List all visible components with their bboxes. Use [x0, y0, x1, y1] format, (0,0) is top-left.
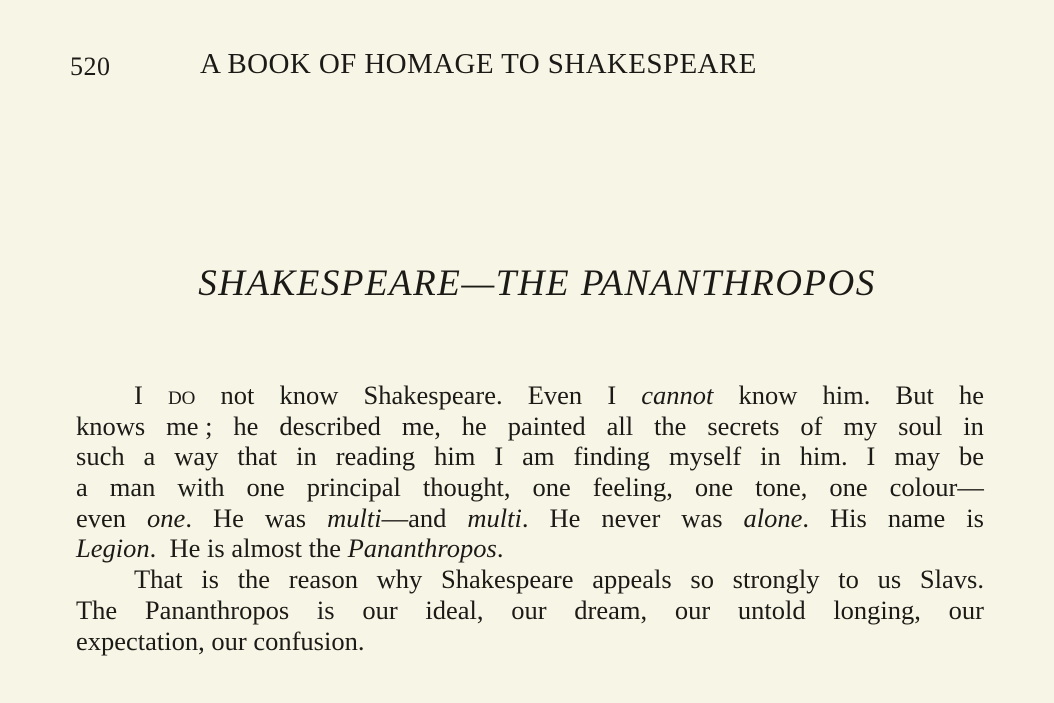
word — [867, 441, 876, 472]
text-segment: one — [532, 472, 571, 503]
word — [522, 441, 554, 472]
word — [237, 441, 277, 472]
text-segment: be — [958, 441, 984, 472]
word — [145, 595, 289, 626]
word — [76, 595, 117, 626]
word — [246, 472, 284, 503]
text-segment: one — [829, 472, 868, 503]
text-segment: knows — [76, 410, 146, 441]
text-segment: is — [201, 564, 219, 595]
text-segment: reading — [335, 441, 416, 472]
word — [336, 441, 415, 472]
small-caps-text: DO — [167, 388, 196, 409]
word — [800, 411, 822, 442]
word — [894, 441, 940, 472]
text-segment: soul — [898, 410, 943, 441]
word — [221, 380, 255, 411]
italic-text: one — [147, 502, 186, 533]
word — [890, 472, 984, 503]
text-segment: His — [830, 502, 867, 533]
running-head: A BOOK OF HOMAGE TO SHAKESPEARE — [200, 48, 757, 80]
word — [607, 380, 616, 411]
text-segment: one — [246, 472, 285, 503]
text-segment: may — [894, 441, 940, 472]
word — [800, 441, 848, 472]
word — [201, 564, 219, 595]
text-segment: was — [264, 502, 307, 533]
word — [738, 595, 806, 626]
word — [134, 380, 143, 411]
page-number: 520 — [70, 52, 111, 81]
text-segment: appeals — [592, 564, 672, 595]
word — [755, 472, 807, 503]
italic-text: alone — [743, 502, 803, 533]
word — [833, 595, 921, 626]
text-segment: untold — [737, 594, 806, 625]
word — [174, 441, 218, 472]
text-segment: Shakespeare. — [363, 380, 503, 410]
word — [362, 595, 397, 626]
word — [76, 411, 145, 442]
text-segment: ideal, — [425, 594, 484, 625]
text-segment: He — [212, 502, 244, 533]
word — [888, 503, 945, 534]
word — [963, 411, 984, 442]
text-segment: I — [866, 441, 876, 472]
text-segment: I — [494, 441, 504, 472]
chapter-title: SHAKESPEARE—THE PANANTHROPOS — [198, 263, 876, 304]
word — [147, 503, 192, 534]
word — [550, 503, 581, 534]
word — [896, 380, 934, 411]
word — [966, 503, 984, 534]
word — [110, 472, 156, 503]
word — [76, 441, 125, 472]
text-segment: longing, — [833, 594, 921, 625]
text-segment: am — [522, 441, 555, 472]
text-segment: man — [109, 472, 156, 503]
italic-text: multi — [327, 502, 382, 533]
word — [238, 564, 270, 595]
italic-text: Pananthropos — [347, 533, 497, 564]
word — [959, 380, 984, 411]
text-segment: he — [958, 380, 984, 410]
text-segment: secrets — [707, 410, 780, 441]
word — [878, 564, 902, 595]
text-line — [76, 472, 984, 503]
text-segment: a — [76, 472, 88, 503]
word — [675, 595, 710, 626]
text-segment: way — [174, 441, 219, 472]
word — [462, 411, 487, 442]
word — [574, 441, 651, 472]
text-segment: him. — [822, 380, 871, 410]
word — [434, 441, 475, 472]
word — [690, 564, 714, 595]
word — [467, 503, 528, 534]
word — [511, 595, 546, 626]
word — [76, 472, 88, 503]
word — [289, 564, 358, 595]
word — [528, 380, 582, 411]
text-segment: . — [802, 502, 810, 533]
word — [327, 503, 446, 534]
text-segment: strongly — [732, 564, 820, 595]
text-segment: myself — [669, 441, 742, 472]
word — [307, 472, 401, 503]
text-segment: The — [76, 594, 118, 625]
word — [76, 533, 170, 564]
text-line — [76, 411, 984, 442]
text-segment: why — [376, 564, 423, 595]
text-segment: feeling, — [592, 472, 673, 503]
text-segment: principal — [306, 472, 401, 503]
word — [949, 595, 984, 626]
word — [695, 472, 733, 503]
text-segment: . — [185, 502, 192, 533]
word — [593, 472, 673, 503]
text-segment: Slavs. — [919, 564, 984, 595]
text-line — [76, 503, 984, 534]
word — [177, 472, 224, 503]
text-segment: . — [521, 502, 529, 533]
word — [601, 503, 660, 534]
text-segment: of — [800, 410, 823, 441]
text-segment: never — [601, 502, 661, 533]
text-segment: to — [838, 564, 859, 595]
text-segment: not — [220, 380, 255, 410]
text-segment: a — [143, 441, 156, 472]
text-segment: even — [76, 502, 127, 533]
text-segment: finding — [573, 441, 651, 472]
word — [279, 411, 381, 442]
text-segment: such — [76, 441, 125, 472]
text-segment: He — [549, 502, 581, 533]
text-segment: know — [738, 380, 798, 410]
word — [532, 472, 570, 503]
text-segment: in — [760, 441, 781, 472]
text-segment: in — [296, 441, 317, 472]
text-segment: colour— — [889, 472, 984, 503]
text-segment: Pananthropos — [144, 594, 290, 625]
text-segment: he — [233, 410, 259, 441]
text-segment: is — [316, 594, 335, 625]
text-segment: I — [607, 380, 617, 410]
word — [317, 595, 335, 626]
word — [494, 441, 503, 472]
text-segment: our — [674, 594, 711, 625]
italic-text: Legion — [76, 533, 150, 564]
text-segment: our — [948, 594, 984, 625]
word — [265, 503, 306, 534]
word — [348, 533, 504, 564]
text-segment: us — [877, 564, 902, 595]
word — [707, 411, 779, 442]
word — [739, 380, 798, 411]
text-segment: know — [279, 380, 339, 410]
text-segment: him — [434, 441, 476, 472]
word — [823, 380, 871, 411]
word — [830, 503, 867, 534]
word — [76, 626, 364, 657]
text-segment: described — [279, 410, 381, 441]
body-text — [76, 380, 984, 656]
text-segment: He is almost the — [169, 533, 348, 564]
word — [144, 441, 156, 472]
text-segment: is — [966, 502, 984, 533]
word — [959, 441, 984, 472]
text-segment: me, — [401, 410, 441, 441]
text-segment: —and — [381, 502, 447, 533]
text-segment: was — [681, 502, 723, 533]
word — [402, 411, 441, 442]
text-segment: the — [237, 564, 271, 595]
text-segment: the — [654, 410, 687, 441]
word — [760, 441, 781, 472]
text-segment: our — [511, 594, 547, 625]
word — [829, 472, 867, 503]
text-segment: that — [237, 441, 278, 472]
word — [592, 564, 671, 595]
word — [744, 503, 810, 534]
text-segment: he — [461, 410, 487, 441]
text-segment: me ; — [166, 410, 213, 441]
word — [168, 380, 195, 411]
word — [280, 380, 339, 411]
word — [607, 411, 634, 442]
text-segment: thought, — [422, 472, 511, 503]
word — [166, 411, 212, 442]
word — [134, 564, 183, 595]
text-segment: our — [362, 594, 398, 625]
word — [838, 564, 859, 595]
italic-text: cannot — [641, 380, 714, 410]
text-segment: my — [843, 410, 878, 441]
text-segment: reason — [288, 564, 358, 595]
text-segment: Even — [527, 380, 583, 410]
text-segment: so — [690, 564, 714, 595]
text-segment: one — [694, 472, 734, 503]
word — [296, 441, 317, 472]
text-segment: . — [149, 533, 170, 564]
word — [654, 411, 686, 442]
word — [574, 595, 647, 626]
text-segment: . — [496, 533, 504, 564]
text-segment: Shakespeare — [441, 564, 574, 595]
text-segment: tone, — [755, 472, 808, 503]
text-segment: painted — [507, 410, 586, 441]
word — [898, 411, 942, 442]
word — [76, 503, 126, 534]
word — [681, 503, 722, 534]
word — [213, 503, 244, 534]
word — [423, 472, 511, 503]
text-line — [76, 533, 984, 564]
word — [364, 380, 503, 411]
word — [508, 411, 586, 442]
text-line — [76, 595, 984, 626]
word — [441, 564, 573, 595]
text-segment: with — [177, 472, 225, 503]
word — [377, 564, 423, 595]
text-segment: name — [887, 502, 946, 533]
text-line — [76, 380, 984, 411]
text-segment: all — [606, 410, 634, 441]
text-segment: dream, — [574, 594, 648, 625]
text-segment: That — [134, 564, 183, 595]
word — [641, 380, 713, 411]
text-line — [76, 626, 984, 657]
word — [233, 411, 258, 442]
text-segment: in — [963, 410, 984, 441]
text-line — [76, 441, 984, 472]
word — [170, 533, 348, 564]
word — [425, 595, 483, 626]
text-segment: But — [895, 380, 934, 410]
text-segment: him. — [799, 441, 848, 472]
text-segment: I — [134, 380, 143, 410]
word — [920, 564, 984, 595]
text-segment: expectation, our confusion. — [76, 625, 365, 656]
word — [733, 564, 820, 595]
word — [669, 441, 741, 472]
word — [843, 411, 877, 442]
text-line — [76, 564, 984, 595]
italic-text: multi — [467, 502, 522, 533]
